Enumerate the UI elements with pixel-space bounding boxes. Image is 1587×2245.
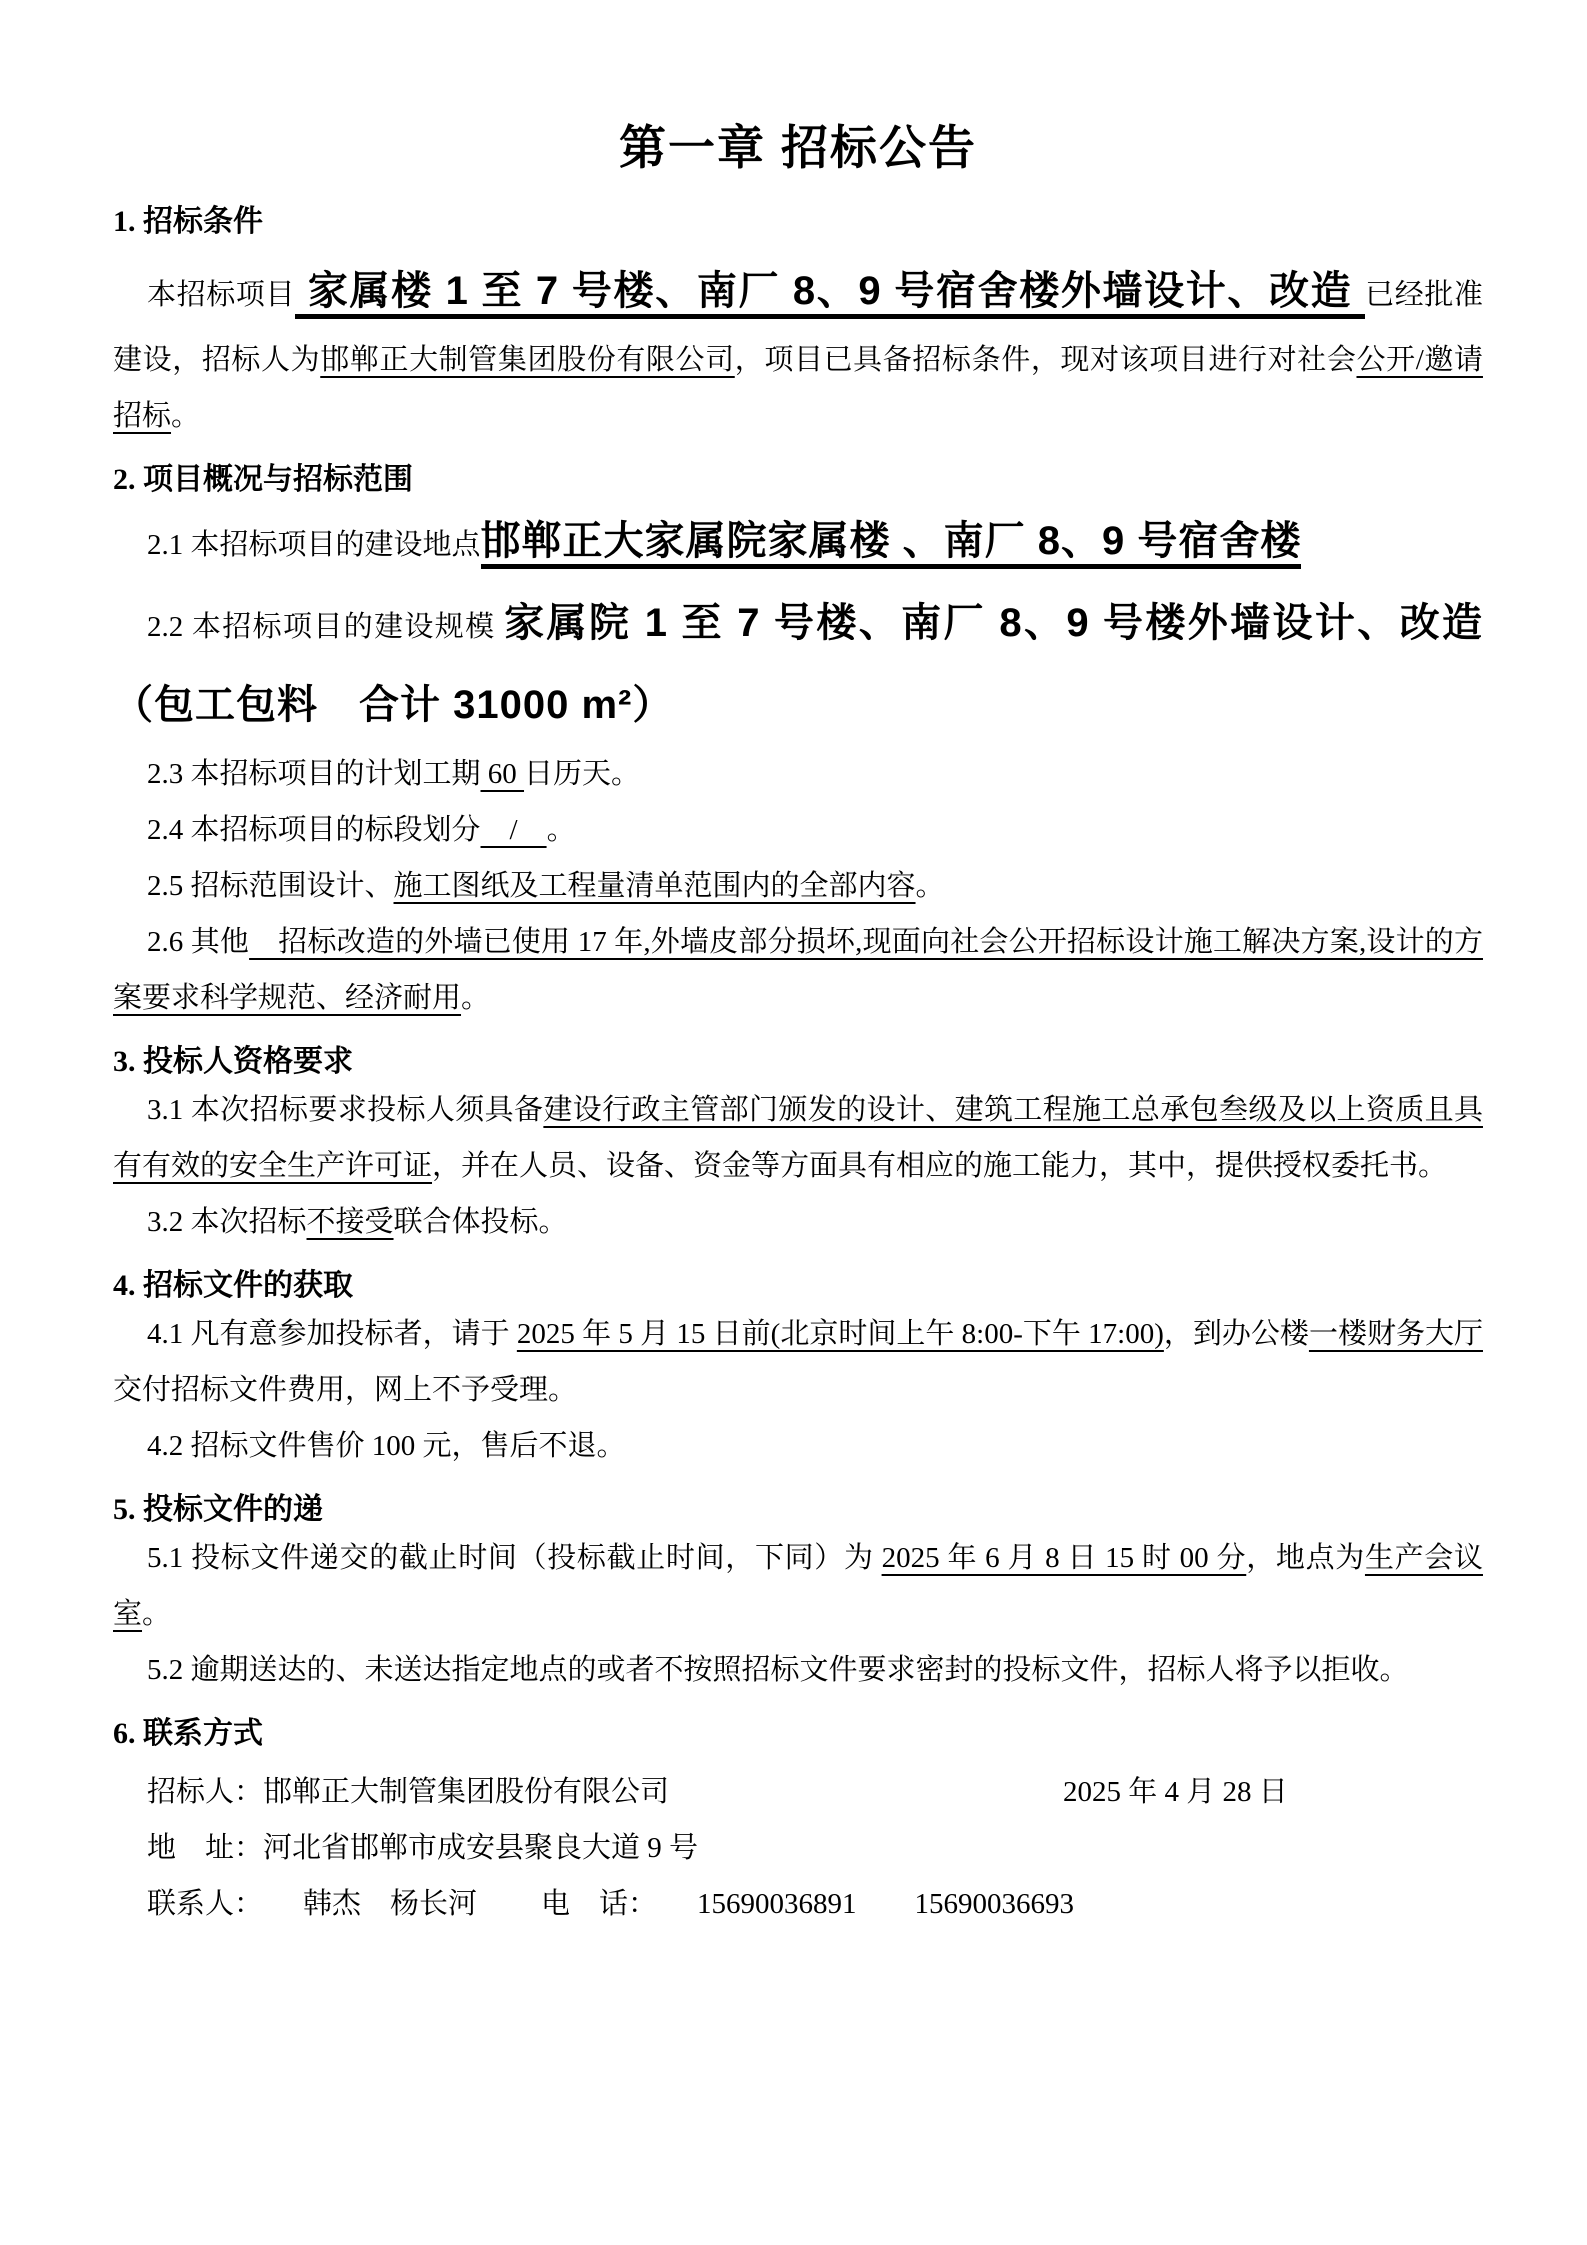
address-line: 地 址：河北省邯郸市成安县聚良大道 9 号	[147, 1832, 699, 1864]
fill-scale: 家属院 1 至 7 号楼、南厂 8、9 号楼外墙设计、改造（包工包料 合计 31000 m²）	[113, 601, 1483, 727]
contact-names: 韩杰 杨长河	[303, 1888, 478, 1920]
contact-block	[113, 1764, 1483, 1932]
tender-method-underlined: 公开/邀请招标	[113, 344, 1483, 432]
other-suffix: 。	[461, 982, 491, 1014]
lot-division-label: 2.4 本招标项目的标段划分	[147, 814, 481, 846]
contact-row-persons	[113, 1876, 1483, 1932]
qualification-underlined: 建设行政主管部门颁发的设计、建筑工程施工总承包叁级及以上资质且具有有效的安全生产许可证	[113, 1094, 1483, 1182]
paragraph-3-2	[113, 1194, 1483, 1250]
obtain-rest: 交付招标文件费用，网上不予受理。	[113, 1374, 578, 1406]
other-value-underlined: 招标改造的外墙已使用 17 年,外墙皮部分损坏,现面向社会公开招标设计施工解决方案,设计的方案要求科学规范、经济耐用	[113, 926, 1483, 1014]
consortium-rest: 联合体投标。	[393, 1206, 568, 1238]
paragraph-2-1	[113, 500, 1483, 582]
paragraph-5-2: 5.2 逾期送达的、未送达指定地点的或者不按照招标文件要求密封的投标文件，招标人将予以拒收。	[147, 1654, 1409, 1686]
paragraph-2-2	[113, 582, 1483, 746]
duration-suffix: 日历天。	[524, 758, 641, 790]
phone-numbers: 15690036891 15690036693	[697, 1888, 1075, 1920]
contacts-label: 联系人：	[147, 1888, 264, 1920]
paragraph-tender-conditions	[113, 250, 1483, 444]
qualification-rest: ，并在人员、设备、资金等方面具有相应的施工能力，其中，提供授权委托书。	[432, 1150, 1448, 1182]
location-label: 2.1 本招标项目的建设地点	[147, 529, 481, 561]
paragraph-4-2: 4.2 招标文件售价 100 元，售后不退。	[147, 1430, 626, 1462]
submit-mid: ，地点为	[1246, 1542, 1365, 1574]
paragraph-2-5	[113, 858, 1483, 914]
lot-division-suffix: 。	[546, 814, 576, 846]
scope-label: 2.5 招标范围设计、	[147, 870, 394, 902]
scope-value-underlined: 施工图纸及工程量清单范围内的全部内容	[393, 870, 916, 902]
page-title: 第一章 招标公告	[618, 121, 978, 174]
obtain-lead: 4.1 凡有意参加投标者，请于	[147, 1318, 517, 1350]
announcement-date: 2025 年 4 月 28 日	[1063, 1776, 1288, 1808]
section-3-heading: 3. 投标人资格要求	[113, 1045, 353, 1078]
submit-rest: 。	[142, 1598, 172, 1630]
scope-suffix: 。	[915, 870, 945, 902]
scale-label: 2.2 本招标项目的建设规模	[147, 611, 505, 643]
submit-deadline-underlined: 2025 年 6 月 8 日 15 时 00 分	[881, 1542, 1247, 1574]
submit-place-underlined: 生产会议室	[113, 1542, 1483, 1630]
phone-label: 电 话：	[541, 1888, 658, 1920]
paragraph-4-1	[113, 1306, 1483, 1418]
duration-label: 2.3 本招标项目的计划工期	[147, 758, 481, 790]
tenderer-line: 招标人：邯郸正大制管集团股份有限公司	[147, 1776, 670, 1808]
section-1-heading: 1. 招标条件	[113, 205, 263, 238]
approval-text: 经批准建设，招标人为	[113, 279, 1483, 376]
section-2-heading: 2. 项目概况与招标范围	[113, 463, 413, 496]
duration-value-underlined: 60	[480, 758, 525, 790]
period-text: 。	[171, 400, 201, 432]
section-6-heading: 6. 联系方式	[113, 1717, 263, 1750]
submit-lead: 5.1 投标文件递交的截止时间（投标截止时间，下同）为	[147, 1542, 882, 1574]
obtain-place-underlined: 一楼财务大厅	[1308, 1318, 1483, 1350]
paragraph-2-4	[113, 802, 1483, 858]
conditions-text: ，项目已具备招标条件，现对该项目进行对社会	[734, 344, 1357, 376]
other-label: 2.6 其他	[147, 926, 250, 958]
paragraph-3-1	[113, 1082, 1483, 1194]
obtain-deadline-underlined: 2025 年 5 月 15 日前(北京时间上午 8:00-下午 17:00)	[516, 1318, 1164, 1350]
consortium-underlined: 不接受	[306, 1206, 394, 1238]
section-4-heading: 4. 招标文件的获取	[113, 1269, 353, 1302]
section-5-heading: 5. 投标文件的递	[113, 1493, 323, 1526]
qualification-lead: 3.1 本次招标要求投标人须具备	[147, 1094, 544, 1126]
paragraph-2-6	[113, 914, 1483, 1026]
fill-project-name: 家属楼 1 至 7 号楼、南厂 8、9 号宿舍楼外墙设计、改造	[295, 269, 1365, 319]
after-fill-text: 已	[1365, 279, 1395, 311]
contact-row-address	[113, 1820, 1483, 1876]
tenderer-name-underlined: 邯郸正大制管集团股份有限公司	[320, 344, 735, 376]
lot-division-value-underlined: /	[480, 814, 547, 846]
obtain-mid: ，到办公楼	[1163, 1318, 1309, 1350]
fill-location: 邯郸正大家属院家属楼 、南厂 8、9 号宿舍楼	[481, 519, 1302, 569]
consortium-lead: 3.2 本次招标	[147, 1206, 307, 1238]
contact-row-tenderer	[113, 1764, 1483, 1820]
paragraph-2-3	[113, 746, 1483, 802]
project-lead-text: 本招标项目	[147, 279, 296, 311]
paragraph-5-1	[113, 1530, 1483, 1642]
